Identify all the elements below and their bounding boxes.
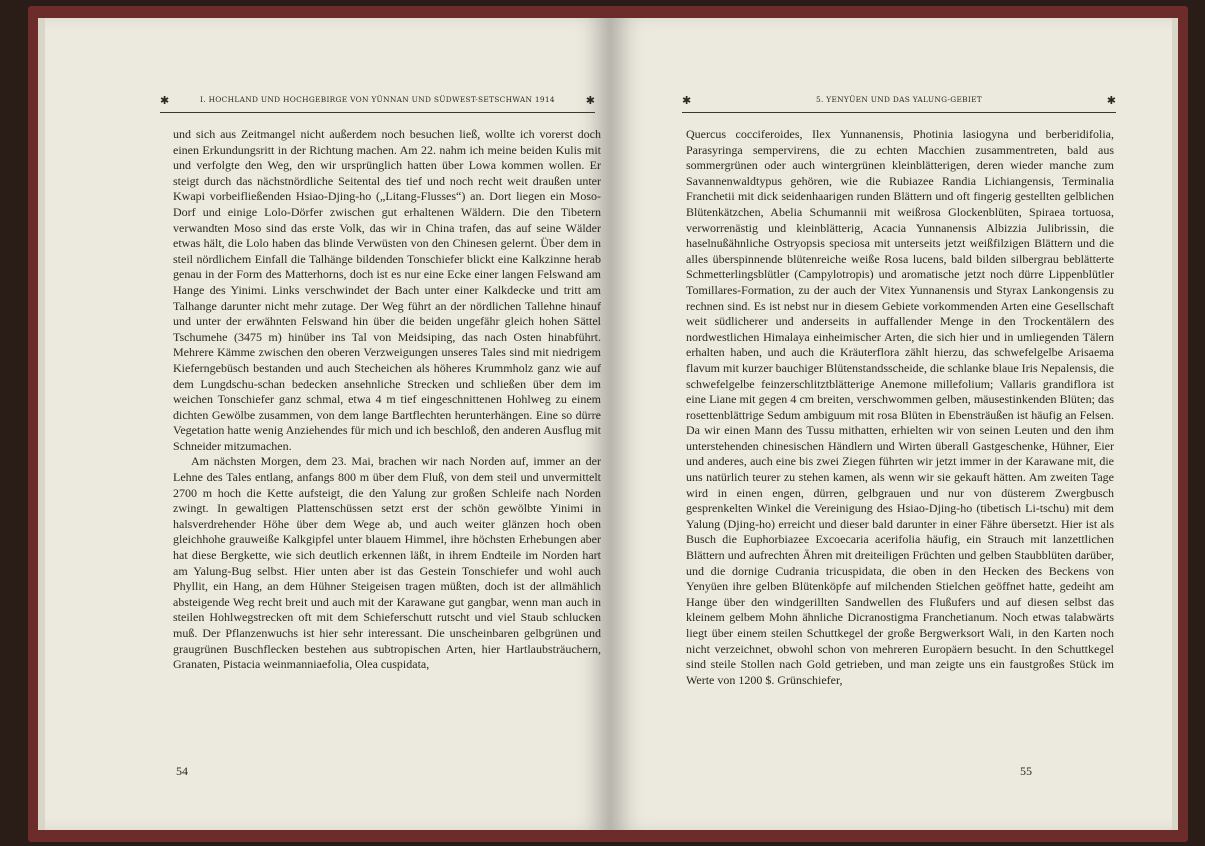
page-edge-right: [1172, 18, 1178, 830]
star-ornament-icon: ✱: [682, 94, 692, 107]
left-page-number: 54: [176, 764, 188, 778]
star-ornament-icon: ✱: [160, 94, 170, 107]
paragraph: und sich aus Zeitmangel nicht außerdem noch besuchen ließ, wollte ich vorerst doch einen Erkundungsritt in der Richtung machen. Am 22. nahm ich meine beiden Kulis mit und verfolgte den Weg, den wir ursprünglich hatten über Lowa kommen wollen. Er steigt durch das nächstnördliche Seitental des tief und noch recht weit draußen unter Kwapi vorbeifließenden Hsiao-Djing-ho („Litang-Flusses“) an. Dort liegen ein Moso-Dorf und einige Lolo-Dörfer zwischen gut erhaltenen Wäldern. Die den Tibetern verwandten Moso sind das erste Volk, das wir in China trafen, das auf seine Wälder etwas hält, die Lolo haben das blinde Verwüsten von den Chinesen gelernt. Über dem in steil nördlichem Einfall die Talhänge bildenden Tonschiefer blickt eine Kalkzinne herab genau in der Form des Matterhorns, doch ist es nur eine Ecke einer langen Felswand am Hange des Yinimi. Links verschwindet der Bach unter einer Kalkdecke und tritt am Talhange darunter nicht mehr zutage. Der Weg führt an der nördlichen Tallehne hinauf und unter der erwähnten Felswand hin über die beiden ungefähr gleich hohen Sättel Tschumehe (3475 m) hinüber ins Tal von Meidsiping, das nach Osten hinabführt. Mehrere Kämme zwischen den oberen Verzweigungen unseres Tales sind mit niedrigem Kieferngebüsch bestanden und auch Stecheichen als höheres Krummholz ganz wie auf dem Lungdschu-schan bedecken ansehnliche Strecken und schließen über dem im weichen Tonschiefer ganz schmal, etwa 4 m tief eingeschnittenen Hohlweg zu einem dichten Gewölbe zusammen, von dem lange Bartflechten herunterhängen. Eine so dürre Vegetation hatte wenig Anziehendes für mich und ich beschloß, den anderen Ausflug mit Schneider mitzumachen.: [173, 127, 601, 453]
right-body-text: [686, 127, 1114, 688]
left-running-head: [160, 92, 595, 113]
right-running-head-text: 5. YENYÜEN UND DAS YALUNG-GEBIET: [815, 95, 983, 104]
right-running-head: [682, 92, 1116, 113]
star-ornament-icon: ✱: [1106, 94, 1116, 107]
paragraph: Am nächsten Morgen, dem 23. Mai, brachen wir nach Norden auf, immer an der Lehne des Tales entlang, anfangs 800 m über dem Fluß, von dem steil und unvermittelt 2700 m hoch die Kette aufsteigt, die den Yalung zur großen Schleife nach Norden zwingt. In gewaltigen Plattenschüssen setzt erst der schön gewölbte Yinimi in halsverdrehender Höhe über dem Wege ab, und auch weiter glänzen hoch oben gleichhohe grauweiße Kalkgipfel unter blauem Himmel, ihre höchsten Erhebungen aber hat diese Bergkette, wie sich deutlich erkennen läßt, in ihrem Endteile im Norden hart am Yalung-Bug selbst. Hier unten aber ist das Gestein Tonschiefer und wohl auch Phyllit, ein Hang, an dem Hühner Steigeisen tragen müßten, doch ist der allmählich absteigende Weg recht breit und auch mit der Karawane gut gangbar, wenn man auch in steilen Hohlwegstrecken oft mit dem Schieferschutt rutscht und viel Staub schlucken muß. Der Pflanzenwuchs ist hier sehr interessant. Die unscheinbaren gelbgrünen und graugrünen Buschflecken bestehen aus subtropischen Arten, hier Hartlaubsträuchern, Granaten, Pistacia weinmanniaefolia, Olea cuspidata,: [173, 454, 601, 672]
left-body-text: [173, 127, 601, 673]
left-running-head-text: I. HOCHLAND UND HOCHGEBIRGE VON YÜNNAN UND SÜDWEST-SETSCHWAN 1914: [200, 95, 555, 104]
left-page: [45, 18, 610, 830]
right-page-number: 55: [1020, 764, 1032, 778]
right-page: [610, 18, 1172, 830]
star-ornament-icon: ✱: [585, 94, 595, 107]
paragraph: Quercus cocciferoides, Ilex Yunnanensis, Photinia lasiogyna und berberidifolia, Parasyringa sempervirens, die zu echten Macchien zusammentreten, bald aus sommergrünen oder auch wintergrünen kleinblätterigen, deren wieder manche zum Savannenwaldtypus gehören, wie die Rubiazee Randia Lichiangensis, Terminalia Franchetii mit dick seidenhaarigen runden Blättern und oft fingerig gestellten gelblichen Blütenkätzchen, Abelia Schumannii mit weißrosa Glockenblüten, Spiraea tortuosa, verworrenästig und kleinblätterig, Acacia Yunnanensis Albizzia Julibrissin, die haselnußähnliche Ostryopsis speciosa mit unterseits jetzt weißfilzigen Blättern und die alles überspinnende blütenreiche weiße Rosa lucens, bald bilden silbergrau beblätterte Schmetterlingsblütler (Campylotropis) und aromatische jetzt noch dürre Lippenblütler Tomillares-Formation, zu der auch der Vitex Yunnanensis und Styrax Lankongensis zu rechnen sind. Es ist nebst nur in diesem Gebiete vorkommenden Arten eine Gesellschaft weit südlicherer und anderseits in auffallender Menge in den Trockentälern des nordwestlichen Himalaya einheimischer Arten, die sich hier und in umliegenden Tälern erhalten haben, und auch die Kräuterflora zählt hierzu, das schwefelgelbe Arisaema flavum mit kurzer bauchiger Blütenstandsscheide, die schlanke blaue Iris Nepalensis, die schwefelgelbe feinzerschlitztblätterige Anemone millefolium; Vallaris grandiflora ist eine Liane mit gegen 4 cm breiten, verschwommen gelben, mäusestinkenden Blüten; das rosettenblättrige Sedum ambiguum mit rosa Blüten in Ebensträußen ist häufig an Felsen. Da wir einen Mann des Tussu mithatten, erhielten wir von seinen Leuten und den ihm unterstehenden chinesischen Händlern und Wirten überall Gastgeschenke, Hühner, Eier und anderes, auch eine bis zwei Ziegen führten wir jetzt immer in der Karawane mit, die uns natürlich teurer zu stehen kamen, als wenn wir sie gekauft hätten. Am zweiten Tage wird in einen engen, dürren, gelbgrauen und nur von düsterem Zwergbusch gesprenkelten Winkel die Vereinigung des Hsiao-Djing-ho (tibetisch Li-tschu) mit dem Yalung (Djing-ho) erreicht und dieser bald darunter in einer Fähre übersetzt. Hier ist als Busch die Euphorbiazee Excoecaria acerifolia häufig, ein Strauch mit lanzettlichen Blättern und aufrechten Ähren mit dreiteiligen Früchten und gelben Staubblüten darüber, und die dornige Cudrania tricuspidata, die oben in den Hecken des Beckens von Yenyüen ihre gelben Blütenköpfe auf milchenden Stielchen geöffnet hatte, gedeiht am Hange über den windgerillten Sandwellen des Flußufers und auf diesen selbst das kleinem gelbem Mohn ähnliche Dicranostigma Franchetianum. Noch etwas talabwärts liegt über einem steilen Schuttkegel der große Bergwerksort Wali, in den Karten noch nicht verzeichnet, obwohl schon von mehreren Europäern besucht. In den Schuttkegel sind steile Stollen nach Gold getrieben, und man zeigte uns ein faustgroßes Stück im Werte von 1200 $. Grünschiefer,: [686, 127, 1114, 687]
page-edge-left: [38, 18, 45, 830]
